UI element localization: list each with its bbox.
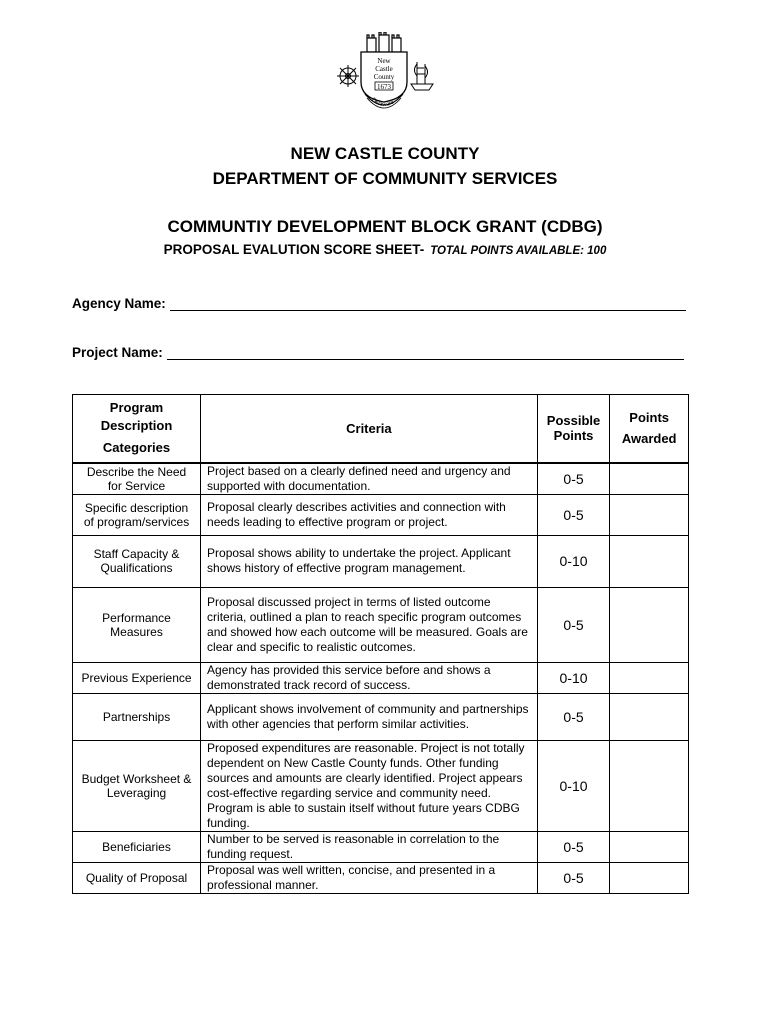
header-criteria: Criteria: [201, 395, 538, 463]
row-points-awarded[interactable]: [610, 587, 689, 662]
seal-text-3: County: [373, 73, 395, 81]
row-category: Quality of Proposal: [73, 862, 201, 893]
row-points-awarded[interactable]: [610, 535, 689, 587]
row-points-awarded[interactable]: [610, 494, 689, 535]
program-title: COMMUNTIY DEVELOPMENT BLOCK GRANT (CDBG): [167, 217, 603, 236]
row-possible-points: 0-5: [537, 862, 610, 893]
table-row: [73, 862, 689, 893]
row-possible-points: 0-5: [537, 693, 610, 740]
row-possible-points: 0-10: [537, 662, 610, 693]
score-table: [72, 394, 689, 894]
row-points-awarded[interactable]: [610, 693, 689, 740]
row-points-awarded[interactable]: [610, 662, 689, 693]
row-criteria: Agency has provided this service before and shows a demonstrated track record of success.: [201, 662, 538, 693]
row-criteria: Proposal clearly describes activities and connection with needs leading to effective program or project.: [201, 494, 538, 535]
row-possible-points: 0-5: [537, 831, 610, 862]
row-criteria: Proposal was well written, concise, and presented in a professional manner.: [201, 862, 538, 893]
row-points-awarded[interactable]: [610, 862, 689, 893]
row-criteria: Project based on a clearly defined need and urgency and supported with documentation.: [201, 463, 538, 495]
table-row: [73, 587, 689, 662]
row-possible-points: 0-5: [537, 494, 610, 535]
row-points-awarded[interactable]: [610, 740, 689, 831]
org-line-2: DEPARTMENT OF COMMUNITY SERVICES: [212, 169, 558, 188]
ship-icon: [411, 62, 433, 90]
seal-year: 1673: [377, 83, 391, 91]
row-criteria: Proposal discussed project in terms of listed outcome criteria, outlined a plan to reach specific program outcomes and showed how each outcome will be measured. Goals are clear and specific to realistic outcomes.: [201, 587, 538, 662]
sheet-title-line: [0, 242, 770, 257]
row-category: Specific description of program/services: [73, 494, 201, 535]
table-row: [73, 535, 689, 587]
org-line-1: NEW CASTLE COUNTY: [290, 144, 480, 163]
table-row: [73, 662, 689, 693]
row-category: Performance Measures: [73, 587, 201, 662]
agency-name-input[interactable]: [170, 296, 686, 311]
header-possible-points: Possible Points: [537, 395, 610, 463]
row-criteria: Proposal shows ability to undertake the project. Applicant shows history of effective program management.: [201, 535, 538, 587]
agency-name-field: [72, 296, 686, 311]
table-row: [73, 740, 689, 831]
ship-wheel-icon: [337, 65, 359, 87]
row-possible-points: 0-10: [537, 740, 610, 831]
row-points-awarded[interactable]: [610, 463, 689, 495]
row-category: Describe the Need for Service: [73, 463, 201, 495]
agency-name-label: Agency Name:: [72, 296, 166, 311]
header-category: Program Description Categories: [73, 395, 201, 463]
total-points: TOTAL POINTS AVAILABLE: 100: [430, 245, 607, 257]
row-criteria: Proposed expenditures are reasonable. Project is not totally dependent on New Castle County funds. Other funding sources and amounts are clearly identified. Project appears cost-effective regarding service and community need. Program is able to sustain itself without future years CDBG funding.: [201, 740, 538, 831]
seal-text-1: New: [377, 57, 391, 65]
header-points-awarded: Points Awarded: [610, 395, 689, 463]
sheet-title: PROPOSAL EVALUTION SCORE SHEET-: [163, 242, 425, 257]
seal-text-2: Castle: [375, 65, 393, 73]
table-row: [73, 463, 689, 495]
row-category: Staff Capacity & Qualifications: [73, 535, 201, 587]
project-name-input[interactable]: [167, 345, 684, 360]
county-seal-logo: [331, 32, 437, 116]
table-header-row: [73, 395, 689, 463]
table-row: [73, 831, 689, 862]
table-row: [73, 693, 689, 740]
table-row: [73, 494, 689, 535]
row-category: Beneficiaries: [73, 831, 201, 862]
row-criteria: Applicant shows involvement of community and partnerships with other agencies that perform similar activities.: [201, 693, 538, 740]
seal-ribbon-text: Delaware: [369, 96, 395, 109]
row-points-awarded[interactable]: [610, 831, 689, 862]
row-criteria: Number to be served is reasonable in correlation to the funding request.: [201, 831, 538, 862]
project-name-field: [72, 345, 684, 360]
row-possible-points: 0-10: [537, 535, 610, 587]
project-name-label: Project Name:: [72, 345, 163, 360]
row-possible-points: 0-5: [537, 463, 610, 495]
row-category: Previous Experience: [73, 662, 201, 693]
castle-icon: [367, 32, 401, 52]
row-possible-points: 0-5: [537, 587, 610, 662]
row-category: Budget Worksheet & Leveraging: [73, 740, 201, 831]
row-category: Partnerships: [73, 693, 201, 740]
